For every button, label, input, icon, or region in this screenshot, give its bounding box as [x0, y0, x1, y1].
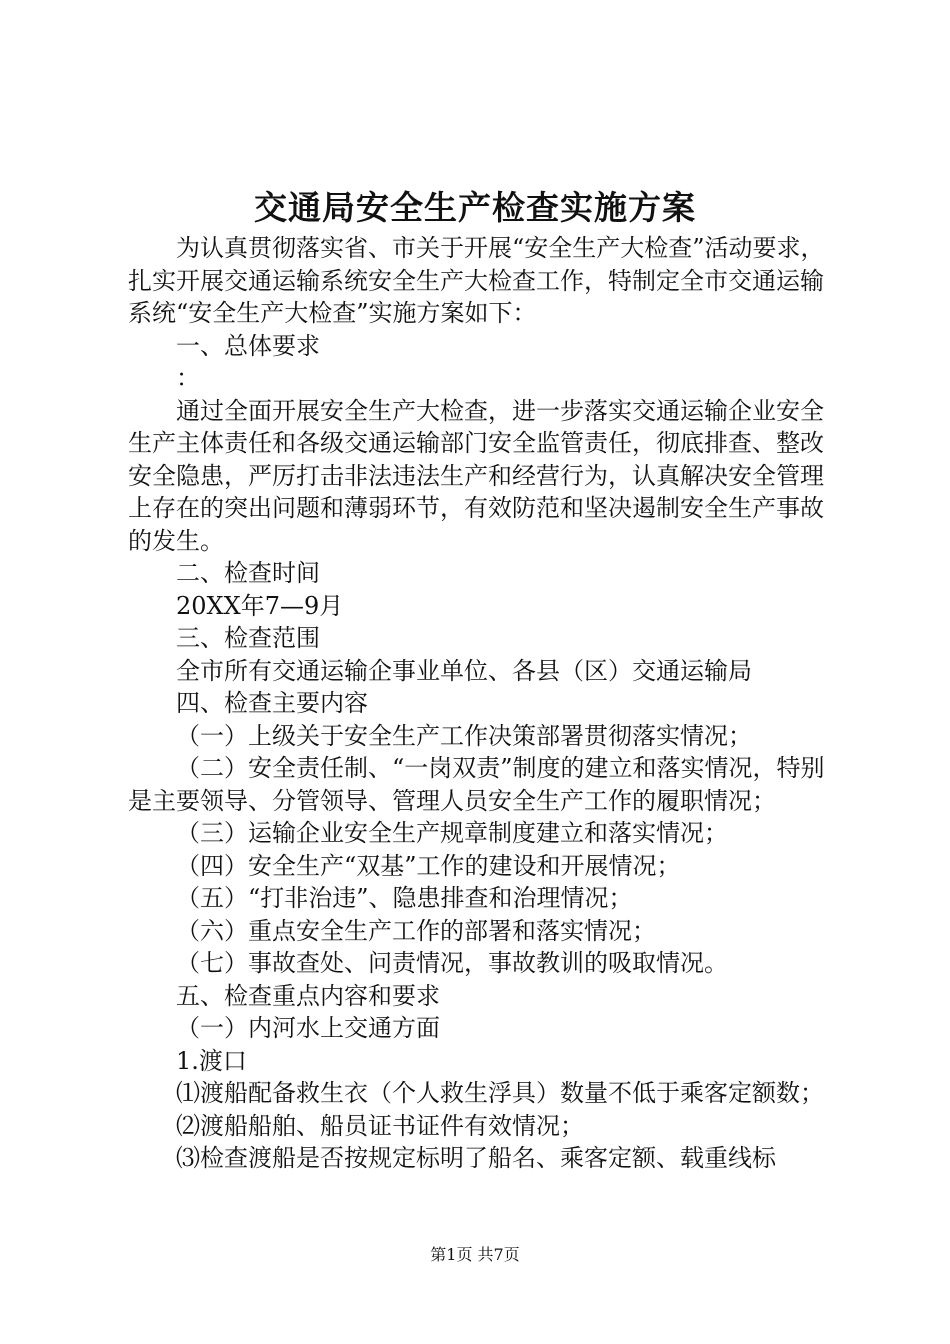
- paragraph-inspection-time: 20XX年7—9月: [176, 591, 344, 620]
- heading-general-requirements: 一、总体要求: [176, 331, 320, 360]
- list-item-content-4: （四）安全生产“双基”工作的建设和开展情况；: [176, 851, 681, 880]
- document-body: [128, 232, 838, 1175]
- list-item-content-6: （六）重点安全生产工作的部署和落实情况；: [176, 916, 656, 945]
- list-item-content-7: （七）事故查处、问责情况，事故教训的吸取情况。: [176, 949, 728, 977]
- heading-main-contents: 四、检查主要内容: [176, 689, 368, 717]
- paragraph-colon: ：: [176, 364, 200, 392]
- heading-inspection-scope: 三、检查范围: [176, 624, 320, 652]
- list-item-content-1: （一）上级关于安全生产工作决策部署贯彻落实情况；: [176, 721, 752, 750]
- list-item-ferry-3: ⑶检查渡船是否按规定标明了船名、乘客定额、载重线标: [176, 1144, 776, 1172]
- paragraph-general-requirements: 通过全面开展安全生产大检查，进一步落实交通运输企业安全生产主体责任和各级交通运输部门安全监管责任，彻底排查、整改安全隐患，严厉打击非法违法生产和经营行为，认真解决安全管理上存在的突出问题和薄弱环节，有效防范和坚决遏制安全生产事故的发生。: [128, 396, 824, 555]
- heading-inspection-time: 二、检查时间: [176, 559, 320, 587]
- page-footer: 第1页 共7页: [430, 1245, 520, 1264]
- document-title: 交通局安全生产检查实施方案: [254, 188, 696, 227]
- list-item-content-5: （五）“打非治违”、隐患排查和治理情况；: [176, 884, 633, 912]
- heading-key-contents: 五、检查重点内容和要求: [176, 981, 440, 1010]
- paragraph-inspection-scope: 全市所有交通运输企事业单位、各县（区）交通运输局: [176, 656, 752, 685]
- subheading-ferry: 1.渡口: [176, 1046, 247, 1075]
- list-item-content-2: （二）安全责任制、“一岗双责”制度的建立和落实情况，特别是主要领导、分管领导、管理人员安全生产工作的履职情况；: [128, 754, 825, 815]
- list-item-ferry-1: ⑴渡船配备救生衣（个人救生浮具）数量不低于乘客定额数；: [176, 1079, 824, 1107]
- list-item-content-3: （三）运输企业安全生产规章制度建立和落实情况；: [176, 819, 728, 847]
- subheading-inland-water: （一）内河水上交通方面: [176, 1014, 440, 1042]
- paragraph-intro: 为认真贯彻落实省、市关于开展“安全生产大检查”活动要求，扎实开展交通运输系统安全生产大检查工作，特制定全市交通运输系统“安全生产大检查”实施方案如下：: [128, 234, 825, 327]
- list-item-ferry-2: ⑵渡船船舶、船员证书证件有效情况；: [176, 1111, 584, 1140]
